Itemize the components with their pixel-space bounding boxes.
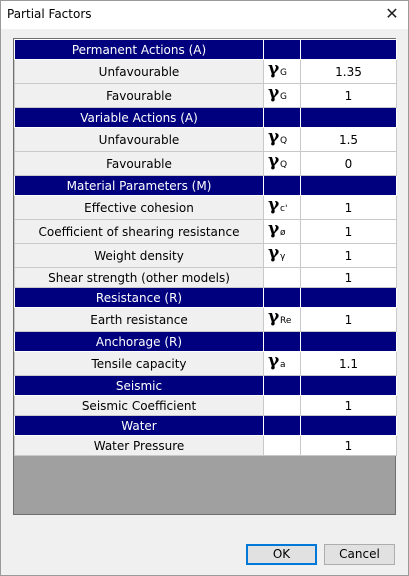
gamma-icon (268, 60, 298, 80)
symbol-subscript: c' (280, 204, 288, 214)
factor-value[interactable]: 1 (301, 308, 397, 332)
gamma-icon (268, 84, 298, 104)
section-header-label: Variable Actions (A) (15, 108, 264, 128)
symbol-subscript: Q (280, 136, 288, 146)
section-header-blank (301, 332, 397, 352)
gamma-glyph: γ (268, 243, 280, 263)
gamma-glyph: γ (268, 195, 280, 215)
gamma-icon (268, 152, 298, 172)
section-header-blank (301, 108, 397, 128)
symbol-subscript: G (280, 92, 287, 102)
section-header-label: Anchorage (R) (15, 332, 264, 352)
symbol-subscript: Re (280, 316, 292, 326)
table-row (15, 220, 397, 244)
parameter-label: Tensile capacity (15, 352, 264, 376)
table-row (15, 60, 397, 84)
factor-value[interactable]: 1 (301, 268, 397, 288)
section-header-label: Material Parameters (M) (15, 176, 264, 196)
gamma-icon (268, 352, 298, 372)
section-header-label: Resistance (R) (15, 288, 264, 308)
section-header-blank (264, 376, 301, 396)
section-header-blank (264, 332, 301, 352)
symbol-cell (264, 60, 301, 84)
parameter-label: Unfavourable (15, 60, 264, 84)
symbol-cell (264, 196, 301, 220)
close-icon[interactable]: ✕ (385, 4, 399, 23)
table-row (15, 268, 397, 288)
factor-value[interactable]: 1.35 (301, 60, 397, 84)
symbol-cell (264, 152, 301, 176)
symbol-cell (264, 352, 301, 376)
parameter-label: Seismic Coefficient (15, 396, 264, 416)
factor-value[interactable]: 0 (301, 152, 397, 176)
gamma-glyph: γ (268, 351, 280, 371)
parameter-label: Favourable (15, 152, 264, 176)
gamma-glyph: γ (268, 83, 280, 103)
symbol-subscript: Q (280, 160, 288, 170)
factor-value[interactable]: 1 (301, 196, 397, 220)
parameter-label: Favourable (15, 84, 264, 108)
cancel-button[interactable]: Cancel (324, 544, 395, 565)
table-row (15, 244, 397, 268)
symbol-cell (264, 268, 301, 288)
parameter-label: Effective cohesion (15, 196, 264, 220)
gamma-glyph: γ (268, 127, 280, 147)
section-header (15, 376, 397, 396)
table-row (15, 352, 397, 376)
section-header-blank (301, 176, 397, 196)
symbol-subscript: γ (280, 252, 286, 262)
section-header-blank (301, 416, 397, 436)
symbol-subscript: a (280, 360, 286, 370)
factor-value[interactable]: 1 (301, 436, 397, 456)
symbol-cell (264, 244, 301, 268)
factor-value[interactable]: 1.1 (301, 352, 397, 376)
section-header (15, 288, 397, 308)
section-header-blank (301, 376, 397, 396)
parameter-label: Coefficient of shearing resistance (15, 220, 264, 244)
gamma-glyph: γ (268, 219, 280, 239)
ok-button[interactable]: OK (246, 544, 317, 565)
table-row (15, 436, 397, 456)
factor-value[interactable]: 1 (301, 244, 397, 268)
factors-grid (13, 38, 396, 515)
factor-value[interactable]: 1 (301, 220, 397, 244)
section-header-label: Water (15, 416, 264, 436)
section-header-blank (264, 108, 301, 128)
section-header-blank (264, 40, 301, 60)
gamma-icon (268, 308, 298, 328)
symbol-cell (264, 128, 301, 152)
factor-value[interactable]: 1 (301, 396, 397, 416)
section-header-label: Seismic (15, 376, 264, 396)
section-header-blank (301, 288, 397, 308)
section-header (15, 108, 397, 128)
section-header-blank (301, 40, 397, 60)
parameter-label: Earth resistance (15, 308, 264, 332)
symbol-cell (264, 308, 301, 332)
gamma-icon (268, 244, 298, 264)
gamma-glyph: γ (268, 151, 280, 171)
table-row (15, 128, 397, 152)
symbol-cell (264, 84, 301, 108)
parameter-label: Water Pressure (15, 436, 264, 456)
table-row (15, 84, 397, 108)
section-header-blank (264, 176, 301, 196)
section-header-label: Permanent Actions (A) (15, 40, 264, 60)
symbol-subscript: ø (280, 228, 286, 238)
gamma-glyph: γ (268, 307, 280, 327)
table-row (15, 308, 397, 332)
parameter-label: Unfavourable (15, 128, 264, 152)
section-header (15, 176, 397, 196)
factors-table (14, 39, 397, 456)
section-header-blank (264, 416, 301, 436)
factor-value[interactable]: 1.5 (301, 128, 397, 152)
section-header (15, 40, 397, 60)
symbol-subscript: G (280, 68, 287, 78)
factor-value[interactable]: 1 (301, 84, 397, 108)
gamma-icon (268, 196, 298, 216)
section-header-blank (264, 288, 301, 308)
section-header (15, 416, 397, 436)
section-header (15, 332, 397, 352)
table-row (15, 196, 397, 220)
symbol-cell (264, 220, 301, 244)
parameter-label: Weight density (15, 244, 264, 268)
title-bar (1, 1, 408, 29)
table-row (15, 152, 397, 176)
parameter-label: Shear strength (other models) (15, 268, 264, 288)
symbol-cell (264, 436, 301, 456)
symbol-cell (264, 396, 301, 416)
gamma-icon (268, 128, 298, 148)
gamma-icon (268, 220, 298, 240)
table-row (15, 396, 397, 416)
window-title: Partial Factors (7, 7, 92, 21)
gamma-glyph: γ (268, 59, 280, 79)
